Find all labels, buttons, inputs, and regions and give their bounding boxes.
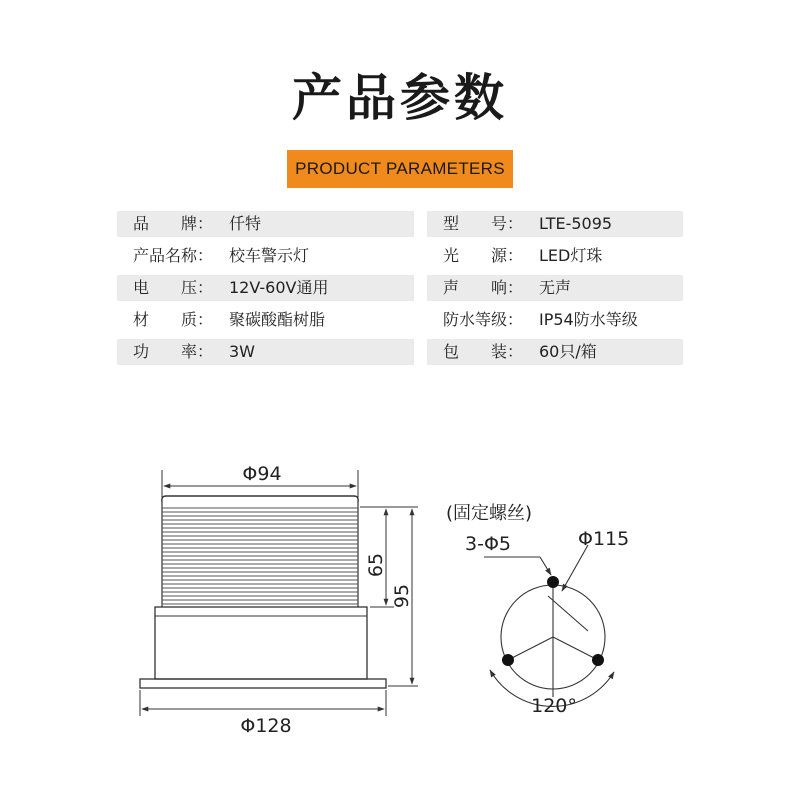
spec-label: 品 牌： [133,214,214,233]
side-view [140,496,386,688]
circle-diameter-label: Φ115 [578,528,630,550]
dim-base-width [140,690,386,716]
spec-label: 功 率： [133,342,214,361]
mount-hole-left [502,654,514,666]
spec-value: LED灯珠 [539,246,603,265]
dim-top-width-label: Φ94 [242,463,282,485]
mount-hole-right [592,654,604,666]
screw-note-label: (固定螺丝) [446,503,533,524]
spec-value: 60只/箱 [539,342,597,361]
spec-label: 型 号： [443,214,524,233]
spec-value: 12V-60V通用 [229,278,329,297]
spec-value: 聚碳酸酯树脂 [229,310,326,329]
spec-label: 包 装： [443,342,524,361]
spec-label: 光 源： [443,246,524,265]
dim-base-width-label: Φ128 [240,715,292,737]
spec-label: 材 质： [133,310,214,329]
spec-value: 仟特 [229,214,262,233]
mounting-view [484,545,614,706]
page-title: 产品参数 [292,69,508,127]
dim-total-height-label: 95 [391,583,413,609]
dim-dome-height-label: 65 [365,552,387,578]
thread-ridges [162,508,358,604]
spec-value: 3W [229,342,255,361]
mount-hole-top [547,576,559,588]
hole-size-label: 3-Φ5 [465,533,511,555]
spec-label: 声 响： [443,278,524,297]
spec-label: 产品名称： [133,246,214,265]
hole-angle-label: 120° [531,695,577,717]
spec-value: 无声 [539,278,572,297]
spec-value: LTE-5095 [539,214,613,233]
section-badge: PRODUCT PARAMETERS [287,150,513,188]
spec-value: 校车警示灯 [229,246,310,265]
spec-value: IP54防水等级 [539,310,638,329]
spec-label: 防水等级： [443,310,524,329]
spec-label: 电 压： [133,278,214,297]
